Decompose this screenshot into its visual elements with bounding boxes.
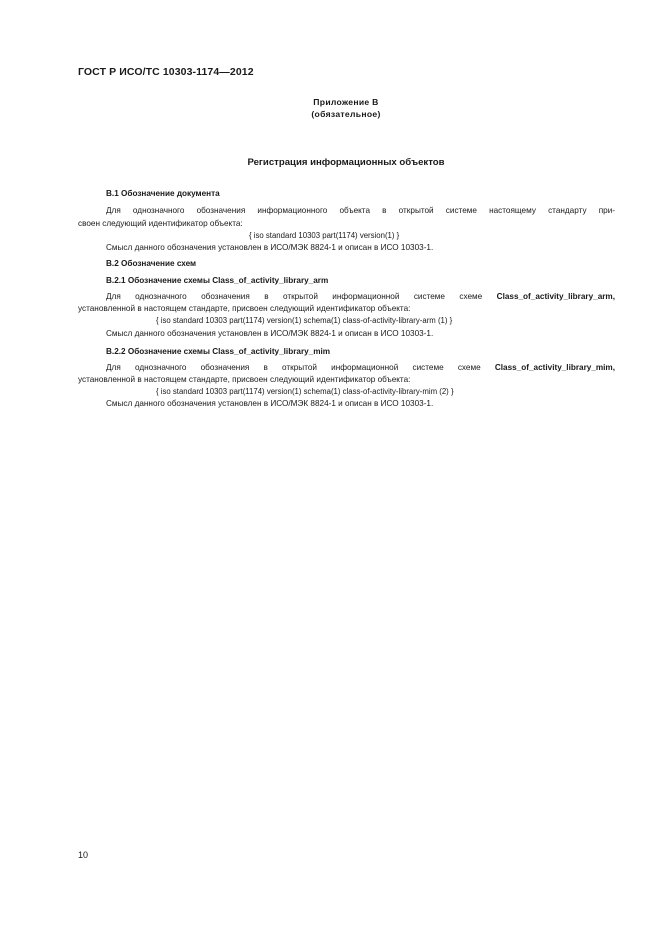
b1-para1-line2: своен следующий идентификатор объекта: — [78, 219, 243, 228]
b22-para1-line2: установленной в настоящем стандарте, присвоен следующий идентификатор объекта: — [78, 375, 411, 384]
b21-para1-line1 — [78, 293, 615, 301]
b22-schema-name: Class_of_activity_library_mim, — [494, 363, 615, 372]
b22-para1-prefix: Для однозначного обозначения в открытой информационной системе схеме — [106, 363, 495, 372]
b22-para1-line1 — [78, 364, 615, 372]
b22-para2: Смысл данного обозначения установлен в ИСО/МЭК 8824-1 и описан в ИСО 10303-1. — [106, 399, 434, 408]
b21-schema-name: Class_of_activity_library_arm, — [496, 292, 615, 301]
section-title: Регистрация информационных объектов — [247, 157, 445, 168]
b1-para2: Смысл данного обозначения установлен в ИСО/МЭК 8824-1 и описан в ИСО 10303-1. — [106, 243, 434, 252]
b21-para2: Смысл данного обозначения установлен в ИСО/МЭК 8824-1 и описан в ИСО 10303-1. — [106, 329, 434, 338]
page-number: 10 — [78, 850, 89, 860]
annex-title: Приложение В — [313, 97, 379, 107]
heading-b21: B.2.1 Обозначение схемы Class_of_activity_library_arm — [106, 276, 329, 285]
b22-identifier: { iso standard 10303 part(1174) version(1) schema(1) class-of-activity-library-mim (2) } — [156, 387, 454, 396]
b1-para1-line1: Для однозначного обозначения информационного объекта в открытой системе настоящему стандарту при- — [106, 206, 615, 215]
b21-para1-prefix: Для однозначного обозначения в открытой информационной системе схеме — [106, 292, 497, 301]
b21-para1-line2: установленной в настоящем стандарте, присвоен следующий идентификатор объекта: — [78, 304, 411, 313]
b1-identifier: { iso standard 10303 part(1174) version(1) } — [249, 231, 400, 240]
b21-identifier: { iso standard 10303 part(1174) version(1) schema(1) class-of-activity-library-arm (1) } — [156, 316, 453, 325]
heading-b1: B.1 Обозначение документа — [106, 189, 220, 198]
heading-b2: B.2 Обозначение схем — [106, 259, 197, 268]
document-header: ГОСТ Р ИСО/ТС 10303-1174—2012 — [78, 66, 254, 78]
heading-b22: B.2.2 Обозначение схемы Class_of_activity_library_mim — [106, 347, 331, 356]
annex-status: (обязательное) — [311, 109, 381, 119]
